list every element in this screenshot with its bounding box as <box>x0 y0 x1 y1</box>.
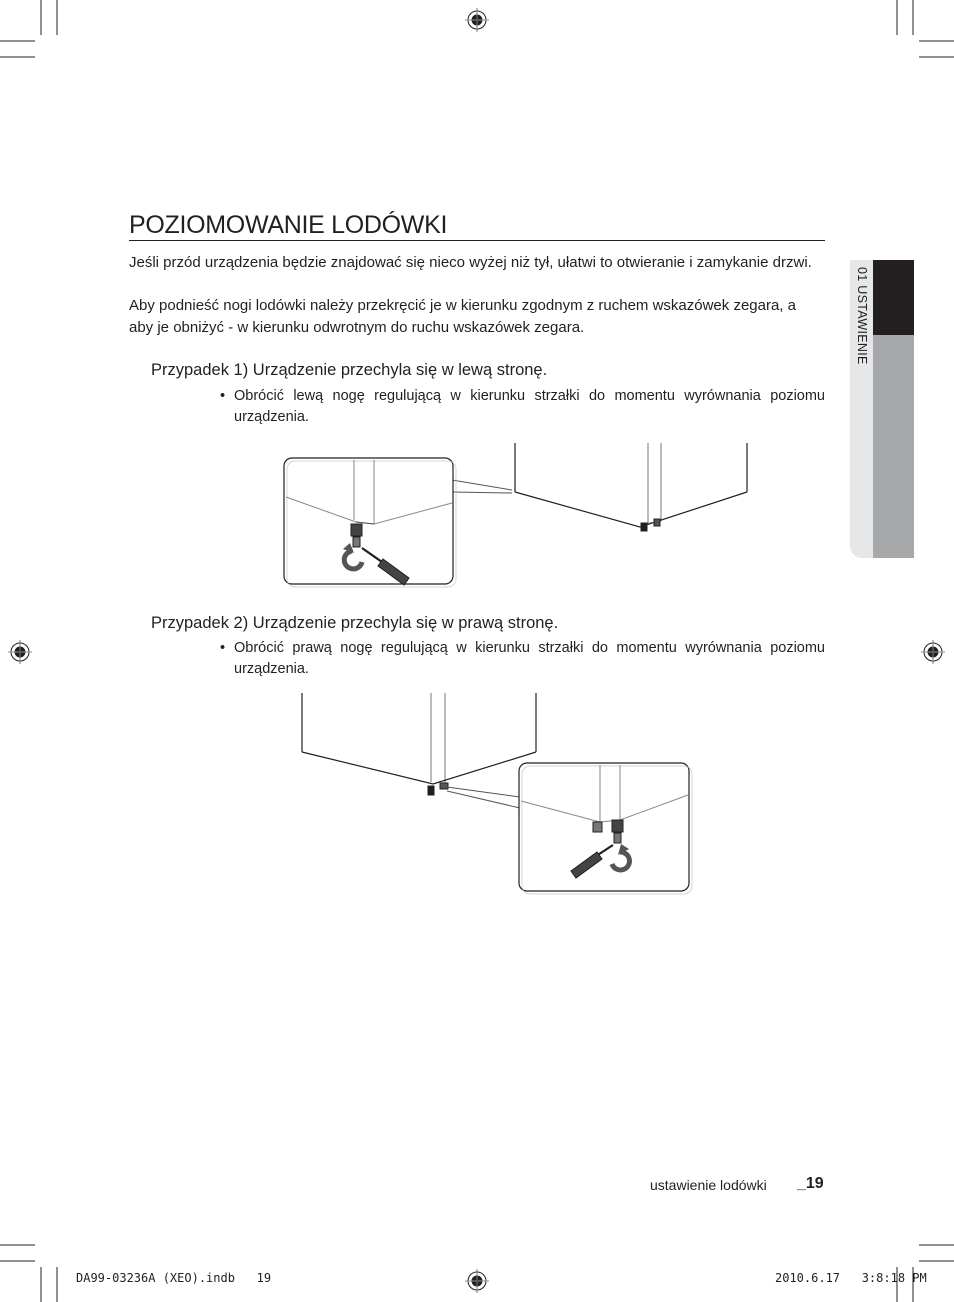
page-title: POZIOMOWANIE LODÓWKI <box>129 210 825 241</box>
case-1-bullet-text: Obrócić lewą nogę regulującą w kierunku strzałki do momentu wyrównania poziomu urządzenia. <box>234 388 825 425</box>
print-slug-file: DA99-03236A (XEO).indb 19 <box>76 1271 272 1285</box>
intro-paragraph-1: Jeśli przód urządzenia będzie znajdować się nieco wyżej niż tył, ułatwi to otwieranie i zamykanie drzwi. <box>129 254 812 271</box>
section-tab-label: 01 USTAWIENIE <box>855 267 869 365</box>
case-2-heading: Przypadek 2) Urządzenie przechyla się w prawą stronę. <box>151 614 559 632</box>
print-slug-timestamp: 2010.6.17 3:8:18 PM <box>775 1271 927 1285</box>
intro-paragraph-2: Aby podnieść nogi lodówki należy przekręcić je w kierunku zgodnym z ruchem wskazówek zegara, a aby je obniżyć - w kierunku odwrotnym do ruchu wskazówek zegara. <box>129 297 796 336</box>
bullet-dot: • <box>220 388 226 404</box>
case-2-bullet-text: Obrócić prawą nogę regulującą w kierunku strzałki do momentu wyrównania poziomu urządzenia. <box>234 640 825 677</box>
footer-section-name: ustawienie lodówki <box>650 1177 767 1193</box>
case-1-heading: Przypadek 1) Urządzenie przechyla się w lewą stronę. <box>151 361 548 379</box>
page-number: _19 <box>797 1175 824 1192</box>
bullet-dot: • <box>220 640 226 656</box>
